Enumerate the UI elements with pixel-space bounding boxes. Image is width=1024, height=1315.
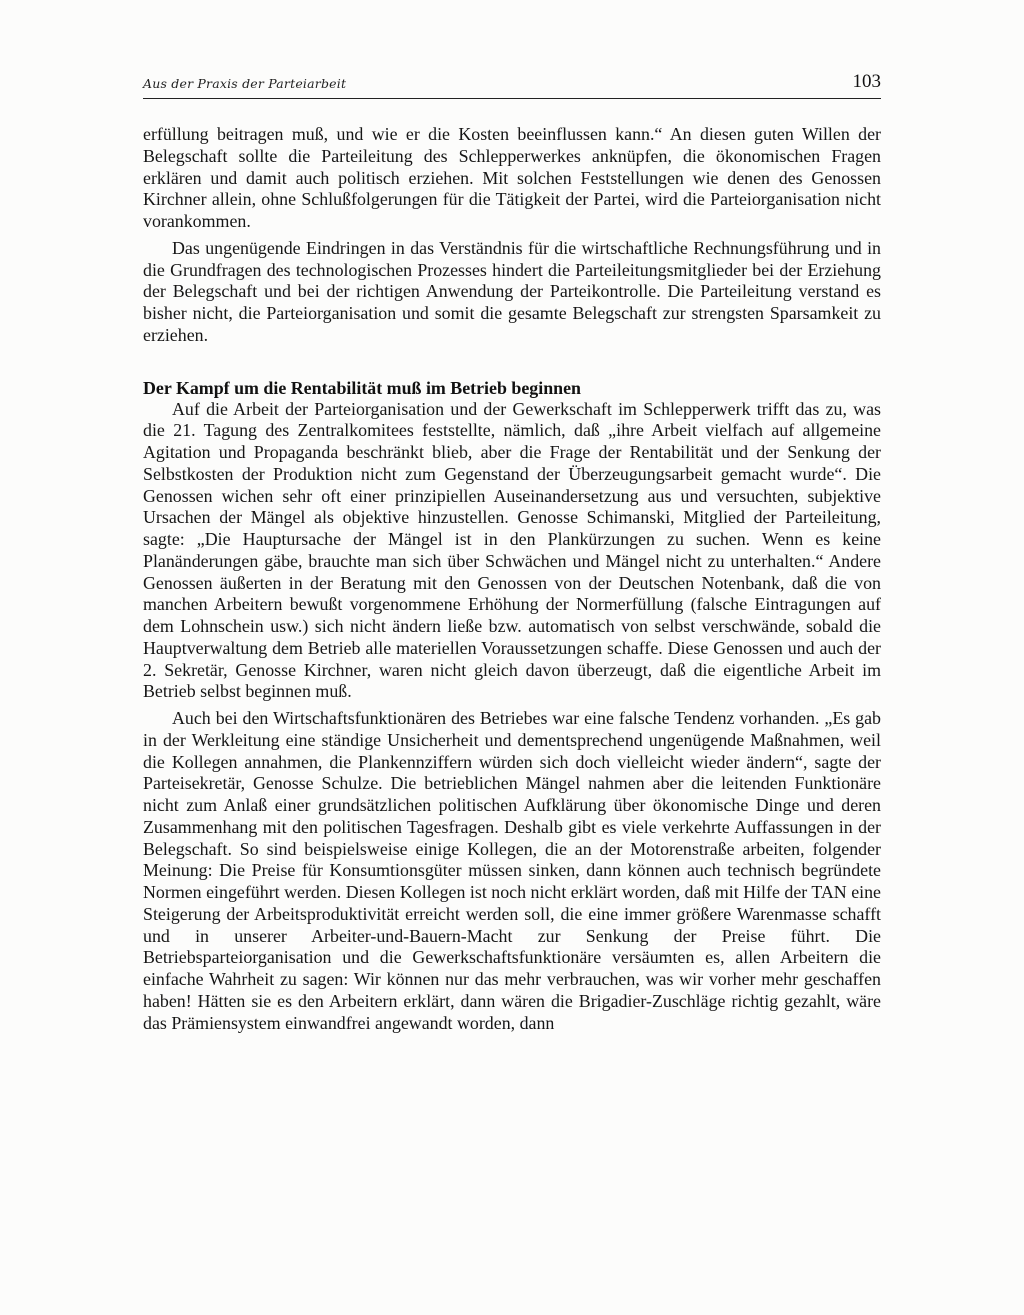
section-heading: Der Kampf um die Rentabilität muß im Betrieb beginnen — [143, 377, 581, 398]
paragraph: Auf die Arbeit der Parteiorganisation und der Gewerkschaft im Schlepperwerk trifft das zu, was die 21. Tagung des Zentralkomitees feststellte, nämlich, daß „ihre Arbeit vielfach auf allgemeine Agitation und Propaganda beschränkt blieb, aber die Frage der Rentabilität und der Senkung der Selbstkosten der Produktion nicht zum Gegenstand der Überzeugungsarbeit gemacht wurde“. Die Genossen wichen sehr oft einer prinzipiellen Auseinandersetzung aus und versuchten, subjektive Ursachen der Mängel als objektive hinzustellen. Genosse Schimanski, Mitglied der Parteileitung, sagte: „Die Hauptursache der Mängel ist in den Plankürzungen zu suchen. Wenn es keine Planänderungen gäbe, brauchte man sich über Schwächen und Mängel nicht zu unterhalten.“ Andere Genossen äußerten in der Beratung mit den Genossen von der Deutschen Notenbank, daß die von manchen Arbeitern bewußt vorgenommene Erhöhung der Normerfüllung (falsche Eintragungen auf dem Lohnschein usw.) sich nicht ändern ließe bzw. automatisch von selbst verschwände, sobald die Hauptverwaltung dem Betrieb alle materiellen Voraussetzungen schaffe. Diese Genossen und auch der 2. Sekretär, Genosse Kirchner, waren nicht gleich davon überzeugt, daß die eigentliche Arbeit im Betrieb selbst beginnen muß. — [143, 398, 881, 702]
page-header — [143, 71, 881, 99]
paragraph: erfüllung beitragen muß, und wie er die Kosten beeinflussen kann.“ An diesen guten Willen der Belegschaft sollte die Parteileitung des Schlepperwerkes anknüpfen, die ökonomischen Fragen erklären und damit auch politisch erziehen. Mit solchen Feststellungen wie denen des Genossen Kirchner allein, ohne Schlußfolgerungen für die Tätigkeit der Partei, wird die Parteiorganisation nicht vorankommen. — [143, 124, 881, 231]
running-head: Aus der Praxis der Parteiarbeit — [143, 76, 347, 91]
paragraph: Das ungenügende Eindringen in das Verständnis für die wirtschaftliche Rechnungsführung und in die Grundfragen des technologischen Prozesses hindert die Parteileitungsmitglieder bei der Erziehung der Belegschaft und bei der richtigen Anwendung der Parteikontrolle. Die Parteileitung verstand es bisher nicht, die Parteiorganisation und somit die gesamte Belegschaft zur strengsten Sparsamkeit zu erziehen. — [143, 237, 881, 345]
paragraph: Auch bei den Wirtschaftsfunktionären des Betriebes war eine falsche Tendenz vorhanden. „Es gab in der Werkleitung eine ständige Unsicherheit und dementsprechend ungenügende Maßnahmen, weil die Kollegen annahmen, die Plankennziffern würden sich doch vielleicht wieder ändern“, sagte der Parteisekretär, Genosse Schulze. Die betrieblichen Mängel nahmen aber die leitenden Funktionäre nicht zum Anlaß einer grundsätzlichen politischen Aufklärung über ökonomische Dinge und deren Zusammenhang mit den politischen Tagesfragen. Deshalb gibt es viele verkehrte Auffassungen in der Belegschaft. So sind beispielsweise einige Kollegen, die an der Motorenstraße arbeiten, folgender Meinung: Die Preise für Konsumtionsgüter müssen sinken, dann können auch technisch begründete Normen eingeführt werden. Diesen Kollegen ist noch nicht erklärt worden, daß mit Hilfe der TAN eine Steigerung der Arbeitsproduktivität erreicht werden soll, die eine immer größere Warenmasse schafft und in unserer Arbeiter-und-Bauern-Macht zur Senkung der Preise führt. Die Betriebsparteiorganisation und die Gewerkschaftsfunktionäre versäumten es, allen Arbeitern die einfache Wahrheit zu sagen: Wir können nur das mehr verbrauchen, was wir vorher mehr geschaffen haben! Hätten sie es den Arbeitern erklärt, dann wären die Brigadier-Zuschläge richtig gezahlt, wäre das Prämiensystem einwandfrei angewandt worden, dann — [143, 708, 881, 1033]
page-number: 103 — [852, 71, 881, 92]
body-text — [143, 124, 881, 1034]
